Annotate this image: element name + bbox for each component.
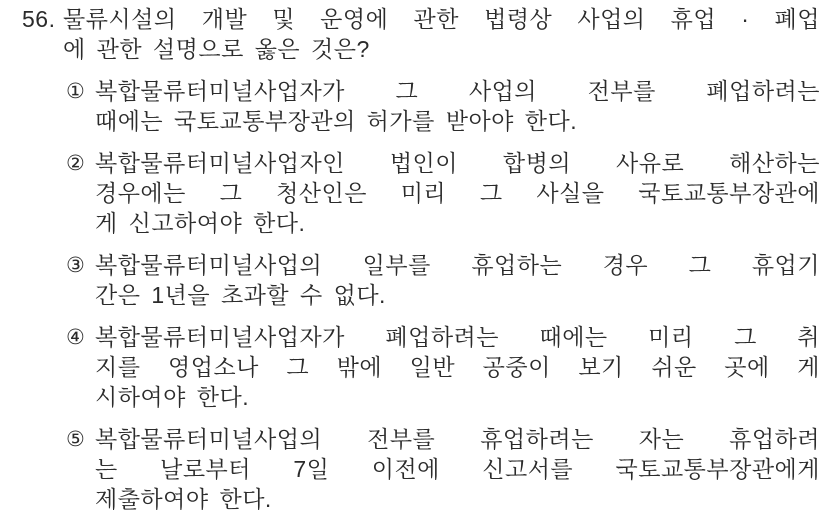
option-marker-3: ③	[66, 254, 85, 277]
option-line: 지를 영업소나 그 밖에 일반 공중이 보기 쉬운 곳에 게	[95, 354, 820, 380]
option-line: 때에는 국토교통부장관의 허가를 받아야 한다.	[95, 108, 578, 134]
option-line: 간은 1년을 초과할 수 없다.	[95, 282, 386, 308]
option-2	[22, 148, 820, 238]
option-line: 복합물류터미널사업의 전부를 휴업하려는 자는 휴업하려	[95, 426, 820, 452]
option-line: 는 날로부터 7일 이전에 신고서를 국토교통부장관에게	[95, 456, 820, 482]
option-text-4	[95, 322, 820, 412]
option-3	[22, 250, 820, 310]
question-line: 물류시설의 개발 및 운영에 관한 법령상 사업의 휴업 · 폐업	[63, 6, 820, 32]
option-marker-2: ②	[66, 152, 85, 175]
option-text-5	[95, 424, 820, 514]
option-line: 복합물류터미널사업자가 그 사업의 전부를 폐업하려는	[95, 78, 820, 104]
option-text-1	[95, 76, 820, 136]
option-1	[22, 76, 820, 136]
option-line: 제출하여야 한다.	[95, 486, 272, 512]
option-line: 복합물류터미널사업자인 법인이 합병의 사유로 해산하는	[95, 150, 820, 176]
option-5	[22, 424, 820, 514]
option-line: 게 신고하여야 한다.	[95, 210, 306, 236]
option-marker-1: ①	[66, 80, 85, 103]
question-body	[63, 4, 820, 64]
option-4	[22, 322, 820, 412]
option-marker-5: ⑤	[66, 428, 85, 451]
option-line: 복합물류터미널사업의 일부를 휴업하는 경우 그 휴업기	[95, 252, 820, 278]
question-line: 에 관한 설명으로 옳은 것은?	[63, 36, 370, 62]
option-marker-4: ④	[66, 326, 85, 349]
option-line: 복합물류터미널사업자가 폐업하려는 때에는 미리 그 취	[95, 324, 820, 350]
options-list	[22, 76, 820, 514]
question-56	[22, 4, 820, 64]
option-line: 시하여야 한다.	[95, 384, 250, 410]
option-line: 경우에는 그 청산인은 미리 그 사실을 국토교통부장관에	[95, 180, 820, 206]
question-number: 56.	[22, 6, 56, 32]
option-text-2	[95, 148, 820, 238]
option-text-3	[95, 250, 820, 310]
